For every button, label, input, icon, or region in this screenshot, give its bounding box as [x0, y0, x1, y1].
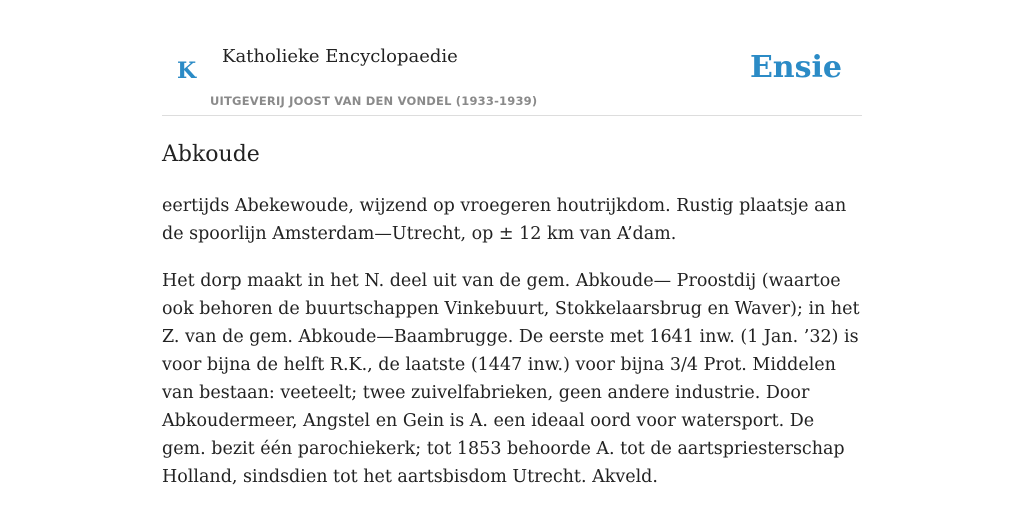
article	[162, 140, 862, 491]
ensie-logo-link[interactable]: Ensie	[749, 50, 842, 85]
article-title: Abkoude	[162, 142, 260, 167]
article-paragraph-1: eertijds Abekewoude, wijzend op vroegeren houtrijkdom. Rustig plaatsje aan de spoorlijn Amsterdam—Utrecht, op ± 12 km van A’dam.	[162, 196, 847, 244]
book-title-link[interactable]: Katholieke Encyclopaedie	[222, 46, 458, 67]
publisher-label: UITGEVERIJ JOOST VAN DEN VONDEL (1933-1939)	[210, 94, 538, 108]
book-logo[interactable]: K	[177, 58, 197, 84]
article-paragraph-2: Het dorp maakt in het N. deel uit van de gem. Abkoude— Proostdij (waartoe ook behoren de buurtschappen Vinkebuurt, Stokkelaarsbrug en Waver); in het Z. van de gem. Abkoude—Baambrugge. De eerste met 1641 inw. (1 Jan. ’32) is voor bijna de helft R.K., de laatste (1447 inw.) voor bijna 3/4 Prot. Middelen van bestaan: veeteelt; twee zuivelfabrieken, geen andere industrie. Door Abkoudermeer, Angstel en Gein is A. een ideaal oord voor watersport. De gem. bezit één parochiekerk; tot 1853 behoorde A. tot de aartspriesterschap Holland, sindsdien tot het aartsbisdom Utrecht. Akveld.	[162, 271, 860, 487]
header	[162, 0, 862, 116]
page	[162, 0, 862, 512]
